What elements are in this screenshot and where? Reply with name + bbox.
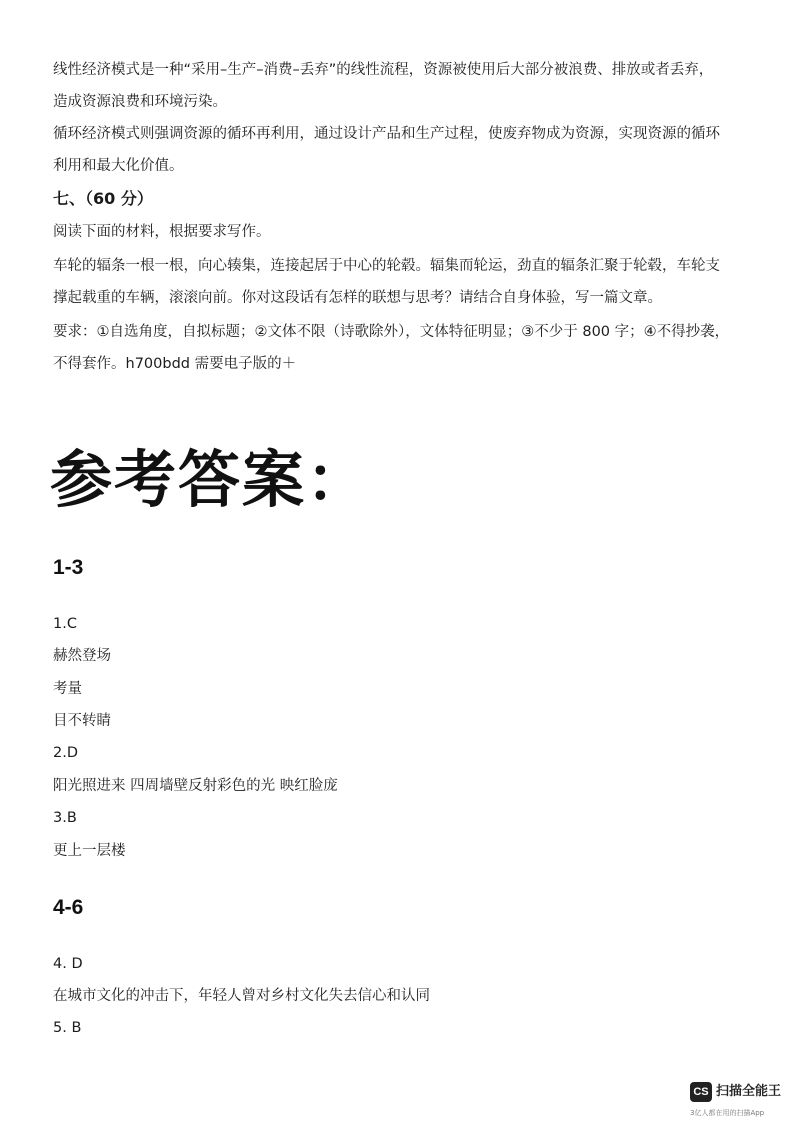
- answer-item: 阳光照进来 四周墙壁反射彩色的光 映红脸庞: [53, 778, 338, 794]
- answer-item: 赫然登场: [53, 648, 111, 664]
- answer-item: 在城市文化的冲击下，年轻人曾对乡村文化失去信心和认同: [53, 988, 430, 1004]
- answer-item: 5. B: [53, 1020, 82, 1036]
- essay-material-line: 撑起载重的车辆，滚滚向前。你对这段话有怎样的联想与思考？请结合自身体验，写一篇文章。: [53, 290, 662, 306]
- passage-line: 造成资源浪费和环境污染。: [53, 94, 227, 110]
- answer-item: 4. D: [53, 956, 83, 972]
- passage-line: 循环经济模式则强调资源的循环再利用，通过设计产品和生产过程，使废弃物成为资源，实现资源的循环: [53, 126, 720, 142]
- answer-item: 1.C: [53, 616, 77, 632]
- passage-line: 利用和最大化价值。: [53, 158, 184, 174]
- scanner-slogan: 3亿人都在用的扫描App: [690, 1109, 765, 1117]
- essay-material-line: 车轮的辐条一根一根，向心辏集，连接起居于中心的轮毂。辐集而轮运，劲直的辐条汇聚于轮毂，车轮支: [53, 258, 720, 274]
- scanner-logo-icon: CS: [690, 1082, 712, 1102]
- passage-line: 线性经济模式是一种“采用–生产–消费–丢弃”的线性流程，资源被使用后大部分被浪费、排放或者丢弃，: [53, 62, 714, 78]
- answer-item: 更上一层楼: [53, 843, 126, 859]
- essay-requirement-line: 不得套作。h700bdd 需要电子版的＋: [53, 356, 297, 372]
- essay-requirement-line: 要求：①自选角度，自拟标题；②文体不限（诗歌除外），文体特征明显；③不少于 800 字；④不得抄袭，: [53, 324, 730, 340]
- scanner-watermark: [690, 1082, 790, 1122]
- answer-item: 3.B: [53, 810, 77, 826]
- answer-group-title: 4-6: [53, 896, 84, 919]
- essay-section-title: 七、（60 分）: [53, 189, 153, 208]
- answer-heading: 参考答案：: [50, 443, 371, 516]
- answer-group-title: 1-3: [53, 556, 84, 579]
- answer-item: 2.D: [53, 745, 78, 761]
- essay-instruction: 阅读下面的材料，根据要求写作。: [53, 224, 271, 240]
- answer-item: 目不转睛: [53, 713, 111, 729]
- answer-item: 考量: [53, 681, 82, 697]
- scanner-app-name: 扫描全能王: [716, 1084, 782, 1099]
